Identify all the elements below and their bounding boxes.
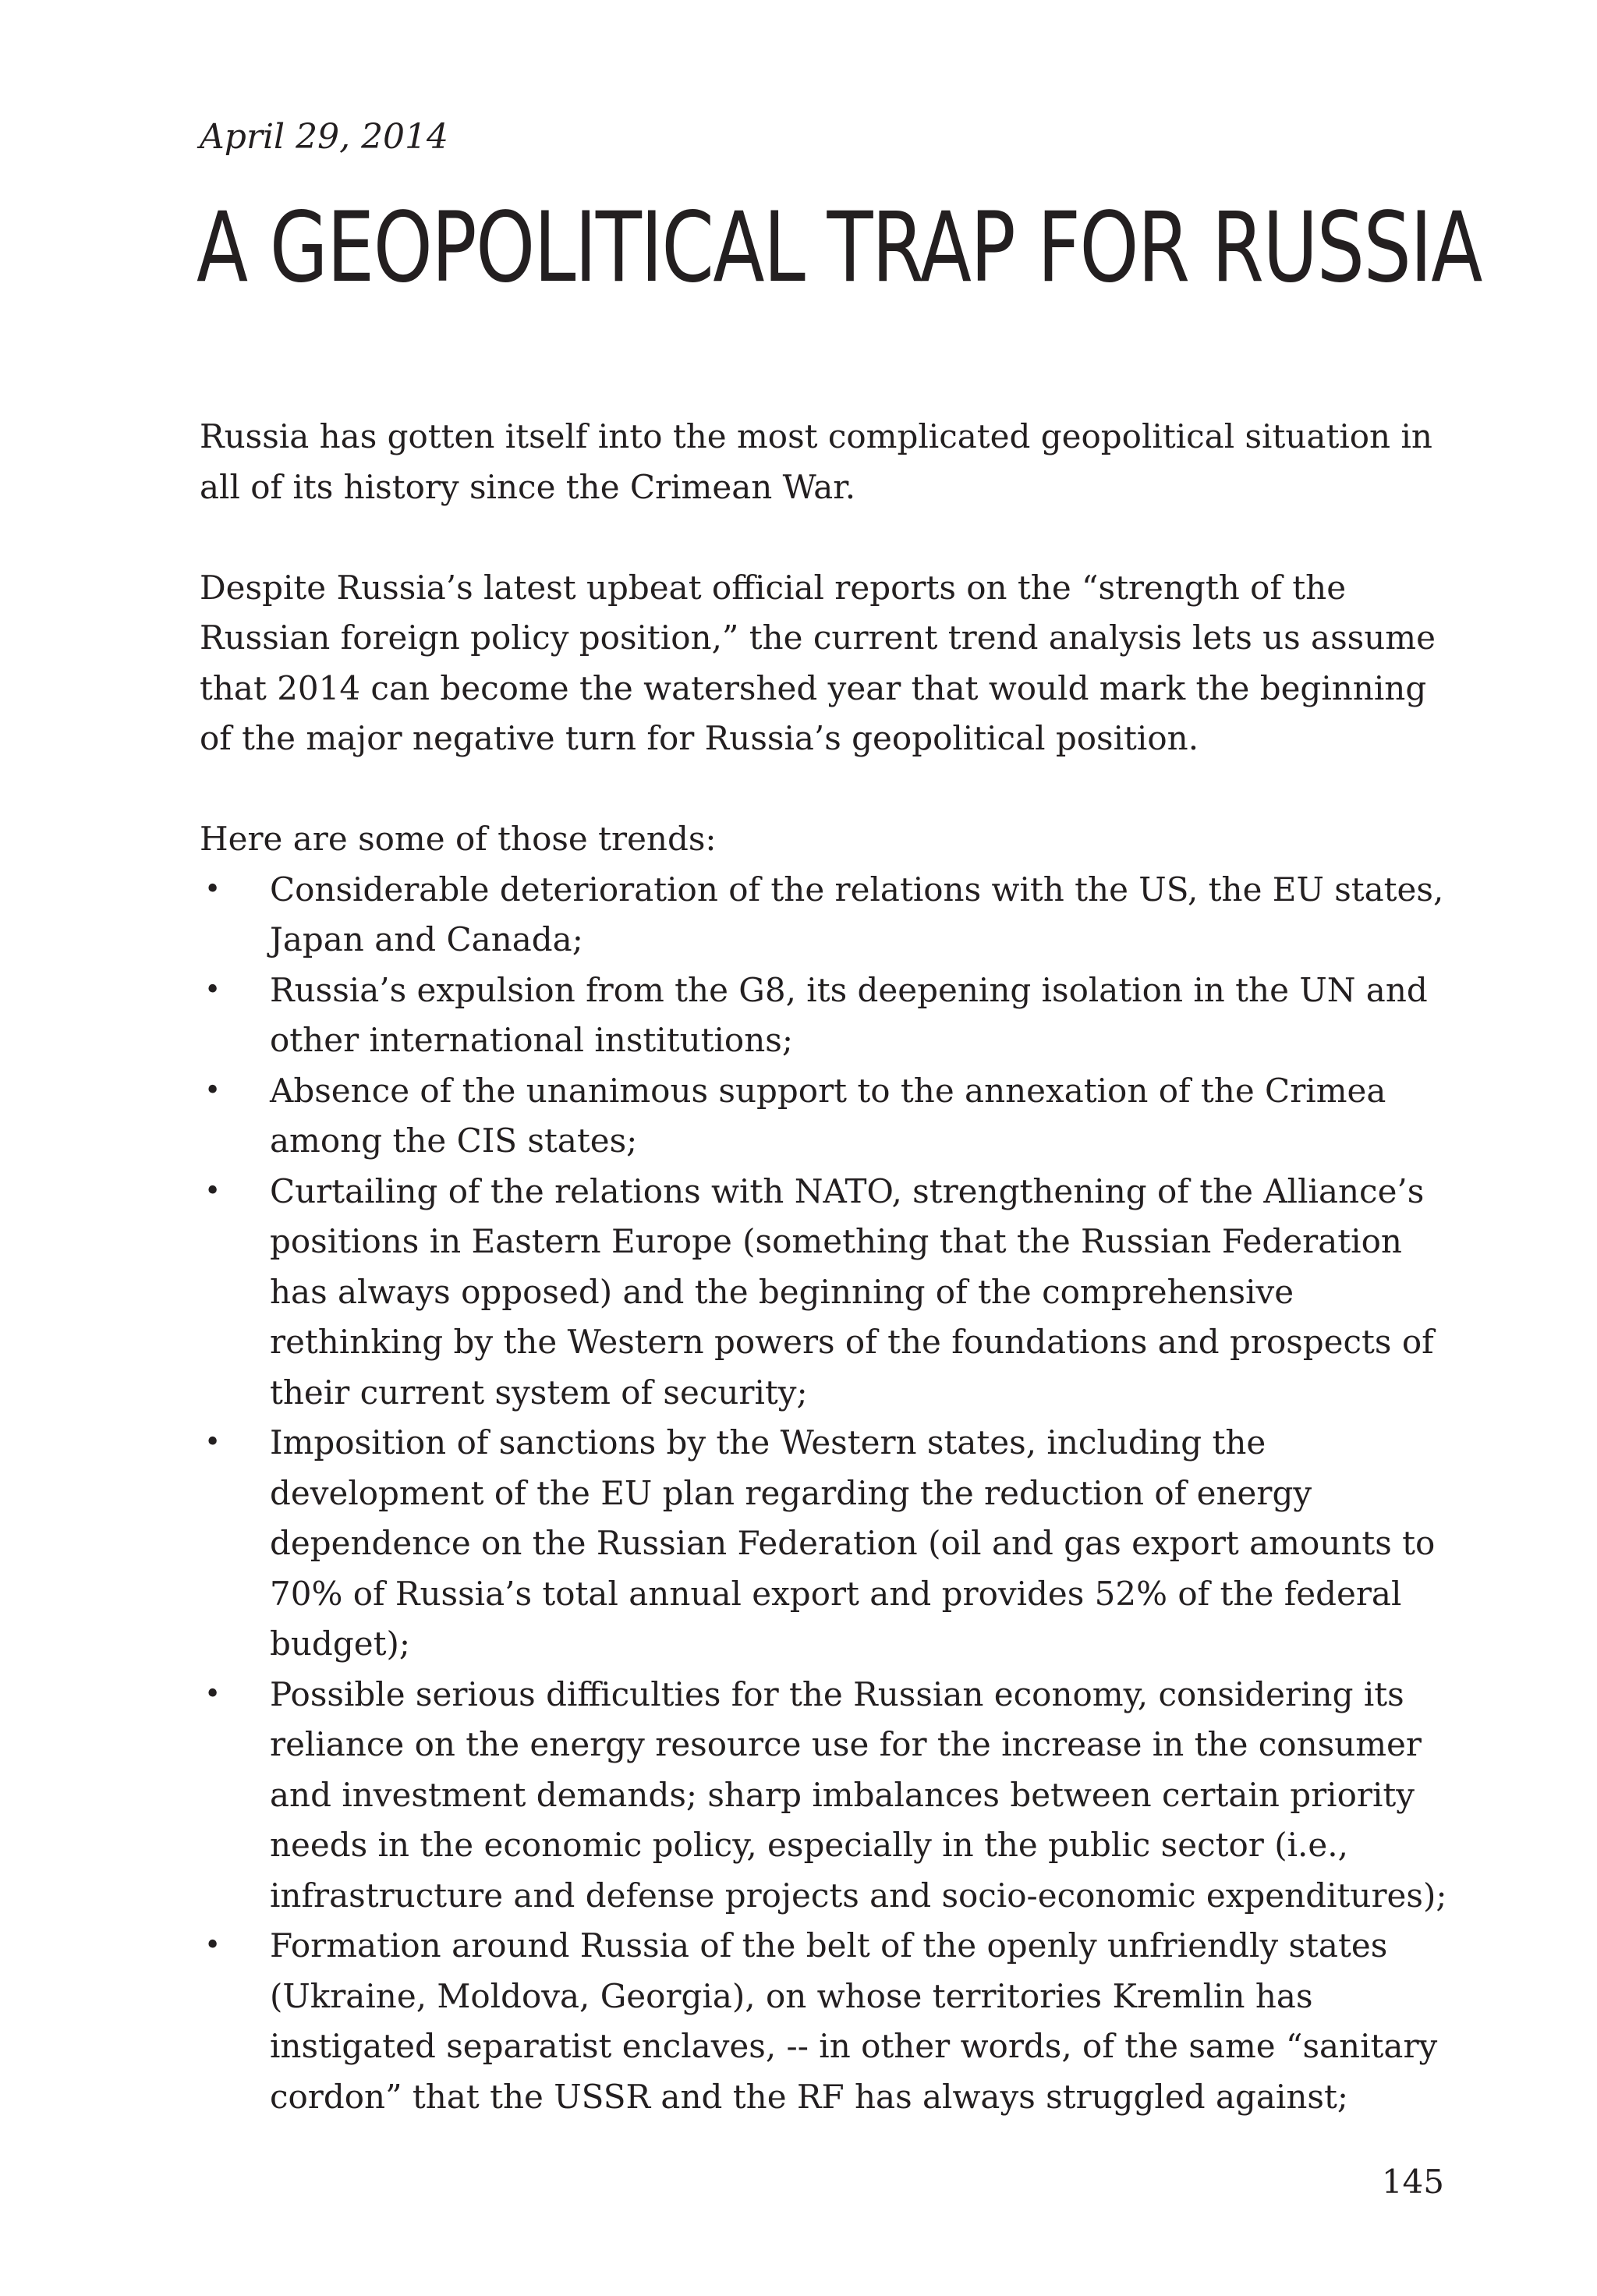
list-item-text: Imposition of sanctions by the Western states, including the development of the EU plan regarding the reduction of energy dependence on the Russian Federation (oil and gas export amounts to 70% of Russia’s total annual export and provides 52% of the federal budget); xyxy=(270,1423,1436,1663)
page-number: 145 xyxy=(1381,2163,1444,2201)
list-item xyxy=(200,1066,1447,1167)
bullet-icon: • xyxy=(204,1074,221,1107)
list-item xyxy=(200,1418,1447,1670)
paragraph: Russia has gotten itself into the most complicated geopolitical situation in all of its history since the Crimean War. xyxy=(200,417,1432,506)
article-body xyxy=(200,412,1447,2122)
list-item-text: Curtailing of the relations with NATO, strengthening of the Alliance’s positions in Eastern Europe (something that the Russian Federation has always opposed) and the beginning of the comprehensive rethinking by the Western powers of the foundations and prospects of their current system of security; xyxy=(270,1171,1434,1412)
bullet-icon: • xyxy=(204,1426,221,1458)
paragraph: Despite Russia’s latest upbeat official reports on the “strength of the Russian foreign policy position,” the current trend analysis lets us assume that 2014 can become the watershed year that would mark the beginning of the major negative turn for Russia’s geopolitical position. xyxy=(200,568,1436,757)
list-item-text: Russia’s expulsion from the G8, its deepening isolation in the UN and other international institutions; xyxy=(270,970,1428,1059)
bullet-icon: • xyxy=(204,973,221,1006)
list-item-text: Absence of the unanimous support to the annexation of the Crimea among the CIS states; xyxy=(270,1071,1386,1160)
bullet-icon: • xyxy=(204,1929,221,1961)
list-item xyxy=(200,1921,1447,2122)
list-intro: Here are some of those trends: xyxy=(200,820,717,858)
list-item-text: Possible serious difficulties for the Russian economy, considering its reliance on the energy resource use for the increase in the consumer and investment demands; sharp imbalances between certain priority needs in the economic policy, especially in the public sector (i.e., infrastructure and defense projects and socio-economic expenditures); xyxy=(270,1674,1447,1915)
list-item-text: Considerable deterioration of the relations with the US, the EU states, Japan and Canada; xyxy=(270,870,1444,958)
list-item xyxy=(200,865,1447,966)
bullet-icon: • xyxy=(204,1678,221,1710)
article-date: April 29, 2014 xyxy=(200,117,449,157)
list-item-text: Formation around Russia of the belt of the openly unfriendly states (Ukraine, Moldova, Georgia), on whose territories Kremlin has instigated separatist enclaves, -- in other words, of the same “sanitary cordon” that the USSR and the RF has always struggled against; xyxy=(270,1926,1438,2116)
list-item xyxy=(200,966,1447,1066)
bullet-icon: • xyxy=(204,873,221,905)
bullet-icon: • xyxy=(204,1175,221,1207)
article-title: A GEOPOLITICAL TRAP FOR RUSSIA xyxy=(197,192,1482,304)
list-item xyxy=(200,1167,1447,1419)
list-item xyxy=(200,1670,1447,1922)
trends-list xyxy=(200,865,1447,2123)
